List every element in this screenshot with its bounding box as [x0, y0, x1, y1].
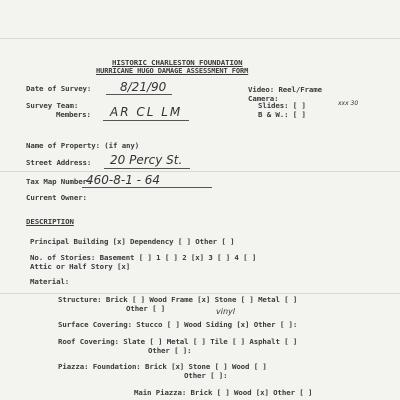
scan-shade-line: [0, 171, 400, 172]
principal-building-line: Principal Building [x] Dependency [ ] Other [ ]: [30, 237, 235, 246]
structure-line: Structure: Brick [ ] Wood Frame [x] Stone [ ] Metal [ ]: [58, 295, 298, 304]
slides-value: xxx 30: [338, 100, 359, 107]
video-label: Video: Reel/Frame: [248, 85, 322, 94]
street-underline: [104, 168, 190, 169]
date-of-survey-value: 8/21/90: [120, 80, 167, 94]
main-piazza-line: Main Piazza: Brick [ ] Wood [x] Other [ ]: [134, 388, 313, 397]
street-address-value: 20 Percy St.: [110, 153, 183, 167]
date-underline: [106, 94, 172, 95]
stories-line: No. of Stories: Basement [ ] 1 [ ] 2 [x] 3 [ ] 4 [ ]: [30, 253, 257, 262]
roof-covering-line: Roof Covering: Slate [ ] Metal [ ] Tile [ ] Asphalt [ ]: [58, 337, 298, 346]
description-heading: DESCRIPTION: [26, 217, 74, 226]
property-name-label: Name of Property: (if any): [26, 141, 140, 150]
form-subtitle: HURRICANE HUGO DAMAGE ASSESSMENT FORM: [96, 67, 249, 75]
form-title: HISTORIC CHARLESTON FOUNDATION: [112, 58, 243, 67]
bw-label: B & W.: [ ]: [258, 110, 306, 119]
roof-other-line: Other [ ]:: [148, 346, 192, 355]
material-label: Material:: [30, 277, 70, 286]
tax-map-value: 460-8-1 - 64: [86, 173, 161, 187]
scan-shade-line: [0, 293, 400, 294]
survey-team-label: Survey Team:: [26, 101, 79, 110]
tax-underline: [82, 187, 212, 188]
members-label: Members:: [56, 110, 91, 119]
street-address-label: Street Address:: [26, 158, 92, 167]
members-underline: [103, 120, 189, 121]
slides-label: Slides: [ ]: [258, 101, 306, 110]
current-owner-label: Current Owner:: [26, 193, 87, 202]
structure-other-line: Other [ ]: [126, 304, 166, 313]
members-value: AR CL LM: [110, 105, 183, 119]
scan-shade-line: [0, 38, 400, 39]
piazza-foundation-line: Piazza: Foundation: Brick [x] Stone [ ] Wood [ ]: [58, 362, 267, 371]
camera-label: Camera:: [248, 94, 279, 103]
attic-line: Attic or Half Story [x]: [30, 262, 131, 271]
date-of-survey-label: Date of Survey:: [26, 84, 92, 93]
piazza-other-line: Other [ ]:: [184, 371, 228, 380]
surface-handwritten-note: vinyl: [216, 307, 235, 316]
surface-covering-line: Surface Covering: Stucco [ ] Wood Siding [x] Other [ ]:: [58, 320, 298, 329]
tax-map-label: Tax Map Number:: [26, 177, 92, 186]
